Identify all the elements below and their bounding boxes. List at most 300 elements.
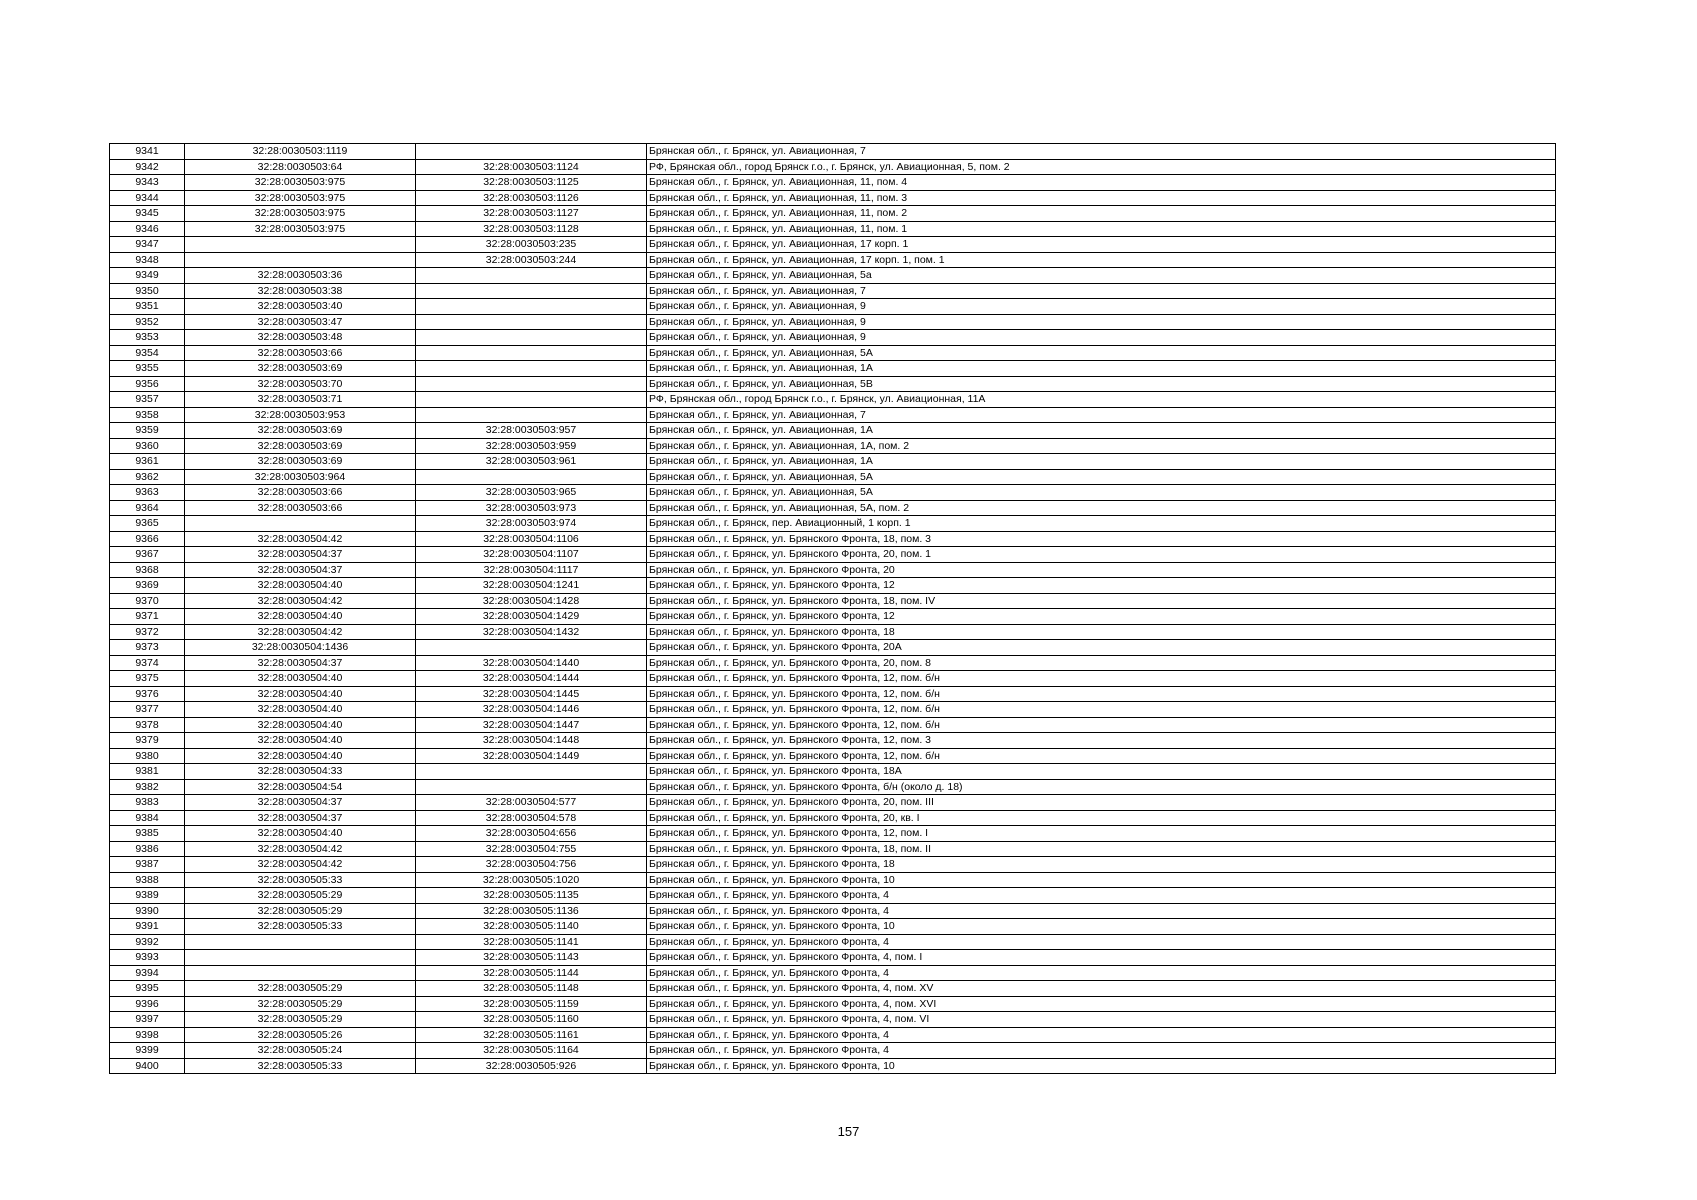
address-cell: Брянская обл., г. Брянск, ул. Брянского Фронта, 12, пом. I (647, 826, 1556, 842)
parent-cadastral-number-cell: 32:28:0030503:66 (185, 500, 416, 516)
table-row (110, 500, 1556, 516)
row-number-cell: 9382 (110, 779, 185, 795)
row-number-cell: 9383 (110, 795, 185, 811)
row-number-cell: 9346 (110, 221, 185, 237)
row-number-cell: 9376 (110, 686, 185, 702)
table-row (110, 330, 1556, 346)
row-number-cell: 9368 (110, 562, 185, 578)
cadastral-number-cell: 32:28:0030505:1159 (416, 996, 647, 1012)
address-cell: Брянская обл., г. Брянск, ул. Брянского Фронта, 4 (647, 888, 1556, 904)
cadastral-number-cell (416, 345, 647, 361)
row-number-cell: 9345 (110, 206, 185, 222)
cadastral-number-cell (416, 299, 647, 315)
address-cell: Брянская обл., г. Брянск, ул. Авиационная, 5а (647, 268, 1556, 284)
table-row (110, 748, 1556, 764)
parent-cadastral-number-cell: 32:28:0030504:37 (185, 795, 416, 811)
row-number-cell: 9400 (110, 1058, 185, 1074)
cadastral-number-cell: 32:28:0030503:244 (416, 252, 647, 268)
parent-cadastral-number-cell: 32:28:0030504:42 (185, 624, 416, 640)
row-number-cell: 9366 (110, 531, 185, 547)
cadastral-number-cell: 32:28:0030504:1448 (416, 733, 647, 749)
cadastral-number-cell (416, 779, 647, 795)
row-number-cell: 9380 (110, 748, 185, 764)
cadastral-number-cell: 32:28:0030504:1429 (416, 609, 647, 625)
table-row (110, 609, 1556, 625)
address-cell: Брянская обл., г. Брянск, ул. Брянского Фронта, 4, пом. XVI (647, 996, 1556, 1012)
row-number-cell: 9390 (110, 903, 185, 919)
table-row (110, 702, 1556, 718)
row-number-cell: 9359 (110, 423, 185, 439)
row-number-cell: 9363 (110, 485, 185, 501)
table-row (110, 469, 1556, 485)
table-row (110, 1027, 1556, 1043)
parent-cadastral-number-cell: 32:28:0030503:975 (185, 175, 416, 191)
row-number-cell: 9355 (110, 361, 185, 377)
table-row (110, 190, 1556, 206)
address-cell: Брянская обл., г. Брянск, пер. Авиационный, 1 корп. 1 (647, 516, 1556, 532)
row-number-cell: 9367 (110, 547, 185, 563)
cadastral-number-cell: 32:28:0030505:1144 (416, 965, 647, 981)
table-row (110, 314, 1556, 330)
row-number-cell: 9398 (110, 1027, 185, 1043)
row-number-cell: 9361 (110, 454, 185, 470)
parent-cadastral-number-cell: 32:28:0030503:40 (185, 299, 416, 315)
row-number-cell: 9369 (110, 578, 185, 594)
row-number-cell: 9375 (110, 671, 185, 687)
row-number-cell: 9391 (110, 919, 185, 935)
cadastral-number-cell: 32:28:0030504:1446 (416, 702, 647, 718)
address-cell: Брянская обл., г. Брянск, ул. Брянского Фронта, 12, пом. б/н (647, 686, 1556, 702)
row-number-cell: 9362 (110, 469, 185, 485)
row-number-cell: 9371 (110, 609, 185, 625)
parent-cadastral-number-cell: 32:28:0030504:40 (185, 748, 416, 764)
cadastral-number-cell: 32:28:0030505:1135 (416, 888, 647, 904)
table-row (110, 392, 1556, 408)
address-cell: РФ, Брянская обл., город Брянск г.о., г. Брянск, ул. Авиационная, 11А (647, 392, 1556, 408)
row-number-cell: 9389 (110, 888, 185, 904)
cadastral-number-cell: 32:28:0030505:1020 (416, 872, 647, 888)
parent-cadastral-number-cell: 32:28:0030505:29 (185, 996, 416, 1012)
row-number-cell: 9364 (110, 500, 185, 516)
row-number-cell: 9378 (110, 717, 185, 733)
cadastral-number-cell: 32:28:0030503:1125 (416, 175, 647, 191)
cadastral-number-cell: 32:28:0030505:1161 (416, 1027, 647, 1043)
row-number-cell: 9351 (110, 299, 185, 315)
address-cell: Брянская обл., г. Брянск, ул. Брянского Фронта, 18, пом. II (647, 841, 1556, 857)
row-number-cell: 9384 (110, 810, 185, 826)
parent-cadastral-number-cell (185, 934, 416, 950)
row-number-cell: 9365 (110, 516, 185, 532)
cadastral-number-cell (416, 640, 647, 656)
table-row (110, 283, 1556, 299)
table-row (110, 454, 1556, 470)
parent-cadastral-number-cell: 32:28:0030504:40 (185, 717, 416, 733)
parent-cadastral-number-cell: 32:28:0030504:42 (185, 593, 416, 609)
table-row (110, 624, 1556, 640)
parent-cadastral-number-cell: 32:28:0030504:54 (185, 779, 416, 795)
cadastral-number-cell (416, 330, 647, 346)
row-number-cell: 9348 (110, 252, 185, 268)
parent-cadastral-number-cell: 32:28:0030503:964 (185, 469, 416, 485)
row-number-cell: 9342 (110, 159, 185, 175)
table-row (110, 423, 1556, 439)
table-row (110, 175, 1556, 191)
cadastral-number-cell: 32:28:0030505:926 (416, 1058, 647, 1074)
parent-cadastral-number-cell: 32:28:0030504:37 (185, 562, 416, 578)
table-row (110, 485, 1556, 501)
address-cell: Брянская обл., г. Брянск, ул. Авиационная, 1А (647, 361, 1556, 377)
row-number-cell: 9356 (110, 376, 185, 392)
table-row (110, 1012, 1556, 1028)
cadastral-number-cell: 32:28:0030504:1432 (416, 624, 647, 640)
parent-cadastral-number-cell: 32:28:0030503:71 (185, 392, 416, 408)
parent-cadastral-number-cell: 32:28:0030503:69 (185, 423, 416, 439)
address-cell: Брянская обл., г. Брянск, ул. Брянского Фронта, 12, пом. б/н (647, 748, 1556, 764)
address-cell: Брянская обл., г. Брянск, ул. Авиационная, 5А (647, 469, 1556, 485)
cadastral-number-cell: 32:28:0030503:965 (416, 485, 647, 501)
parent-cadastral-number-cell: 32:28:0030503:66 (185, 345, 416, 361)
table-row (110, 888, 1556, 904)
cadastral-number-cell (416, 376, 647, 392)
table-row (110, 764, 1556, 780)
row-number-cell: 9385 (110, 826, 185, 842)
parent-cadastral-number-cell: 32:28:0030504:37 (185, 655, 416, 671)
registry-table-body (110, 144, 1556, 1074)
address-cell: Брянская обл., г. Брянск, ул. Авиационная, 11, пом. 3 (647, 190, 1556, 206)
address-cell: Брянская обл., г. Брянск, ул. Авиационная, 5А, пом. 2 (647, 500, 1556, 516)
address-cell: Брянская обл., г. Брянск, ул. Брянского Фронта, 4, пом. I (647, 950, 1556, 966)
parent-cadastral-number-cell: 32:28:0030504:42 (185, 841, 416, 857)
cadastral-number-cell: 32:28:0030504:1447 (416, 717, 647, 733)
cadastral-number-cell: 32:28:0030504:1428 (416, 593, 647, 609)
row-number-cell: 9393 (110, 950, 185, 966)
address-cell: Брянская обл., г. Брянск, ул. Брянского Фронта, б/н (около д. 18) (647, 779, 1556, 795)
cadastral-number-cell: 32:28:0030504:1449 (416, 748, 647, 764)
row-number-cell: 9386 (110, 841, 185, 857)
parent-cadastral-number-cell: 32:28:0030504:40 (185, 826, 416, 842)
parent-cadastral-number-cell: 32:28:0030503:66 (185, 485, 416, 501)
parent-cadastral-number-cell: 32:28:0030504:37 (185, 547, 416, 563)
address-cell: Брянская обл., г. Брянск, ул. Авиационная, 11, пом. 1 (647, 221, 1556, 237)
table-row (110, 1043, 1556, 1059)
cadastral-number-cell: 32:28:0030504:1445 (416, 686, 647, 702)
address-cell: Брянская обл., г. Брянск, ул. Брянского Фронта, 20А (647, 640, 1556, 656)
row-number-cell: 9344 (110, 190, 185, 206)
parent-cadastral-number-cell: 32:28:0030503:975 (185, 206, 416, 222)
cadastral-number-cell: 32:28:0030504:1106 (416, 531, 647, 547)
table-row (110, 872, 1556, 888)
row-number-cell: 9372 (110, 624, 185, 640)
parent-cadastral-number-cell (185, 965, 416, 981)
cadastral-number-cell: 32:28:0030504:1444 (416, 671, 647, 687)
address-cell: Брянская обл., г. Брянск, ул. Брянского Фронта, 4 (647, 903, 1556, 919)
row-number-cell: 9377 (110, 702, 185, 718)
row-number-cell: 9350 (110, 283, 185, 299)
address-cell: Брянская обл., г. Брянск, ул. Авиационная, 17 корп. 1, пом. 1 (647, 252, 1556, 268)
cadastral-number-cell (416, 361, 647, 377)
cadastral-number-cell: 32:28:0030503:1124 (416, 159, 647, 175)
cadastral-number-cell: 32:28:0030504:656 (416, 826, 647, 842)
parent-cadastral-number-cell: 32:28:0030505:33 (185, 872, 416, 888)
cadastral-number-cell: 32:28:0030503:959 (416, 438, 647, 454)
row-number-cell: 9374 (110, 655, 185, 671)
address-cell: Брянская обл., г. Брянск, ул. Авиационная, 5А (647, 485, 1556, 501)
parent-cadastral-number-cell: 32:28:0030505:29 (185, 903, 416, 919)
parent-cadastral-number-cell: 32:28:0030505:29 (185, 1012, 416, 1028)
address-cell: Брянская обл., г. Брянск, ул. Брянского Фронта, 18А (647, 764, 1556, 780)
table-row (110, 144, 1556, 160)
address-cell: Брянская обл., г. Брянск, ул. Брянского Фронта, 10 (647, 919, 1556, 935)
address-cell: Брянская обл., г. Брянск, ул. Брянского Фронта, 12, пом. б/н (647, 702, 1556, 718)
address-cell: Брянская обл., г. Брянск, ул. Брянского Фронта, 12, пом. б/н (647, 671, 1556, 687)
cadastral-number-cell: 32:28:0030503:961 (416, 454, 647, 470)
address-cell: Брянская обл., г. Брянск, ул. Авиационная, 17 корп. 1 (647, 237, 1556, 253)
parent-cadastral-number-cell: 32:28:0030505:29 (185, 981, 416, 997)
table-row (110, 206, 1556, 222)
table-row (110, 779, 1556, 795)
table-row (110, 268, 1556, 284)
parent-cadastral-number-cell: 32:28:0030504:1436 (185, 640, 416, 656)
cadastral-number-cell: 32:28:0030505:1160 (416, 1012, 647, 1028)
table-row (110, 826, 1556, 842)
table-row (110, 919, 1556, 935)
parent-cadastral-number-cell: 32:28:0030504:40 (185, 733, 416, 749)
address-cell: Брянская обл., г. Брянск, ул. Авиационная, 1А (647, 454, 1556, 470)
parent-cadastral-number-cell: 32:28:0030504:40 (185, 702, 416, 718)
cadastral-number-cell (416, 314, 647, 330)
table-row (110, 950, 1556, 966)
parent-cadastral-number-cell: 32:28:0030503:69 (185, 438, 416, 454)
cadastral-number-cell: 32:28:0030504:1107 (416, 547, 647, 563)
parent-cadastral-number-cell: 32:28:0030504:42 (185, 857, 416, 873)
parent-cadastral-number-cell: 32:28:0030504:37 (185, 810, 416, 826)
table-row (110, 221, 1556, 237)
table-row (110, 717, 1556, 733)
cadastral-number-cell: 32:28:0030505:1140 (416, 919, 647, 935)
cadastral-number-cell (416, 144, 647, 160)
cadastral-number-cell: 32:28:0030503:235 (416, 237, 647, 253)
parent-cadastral-number-cell: 32:28:0030503:48 (185, 330, 416, 346)
parent-cadastral-number-cell: 32:28:0030505:33 (185, 919, 416, 935)
row-number-cell: 9357 (110, 392, 185, 408)
table-row (110, 640, 1556, 656)
parent-cadastral-number-cell: 32:28:0030505:26 (185, 1027, 416, 1043)
table-row (110, 159, 1556, 175)
address-cell: Брянская обл., г. Брянск, ул. Авиационная, 7 (647, 144, 1556, 160)
parent-cadastral-number-cell: 32:28:0030505:33 (185, 1058, 416, 1074)
cadastral-number-cell: 32:28:0030504:1117 (416, 562, 647, 578)
parent-cadastral-number-cell: 32:28:0030503:975 (185, 190, 416, 206)
address-cell: Брянская обл., г. Брянск, ул. Авиационная, 5В (647, 376, 1556, 392)
table-row (110, 795, 1556, 811)
address-cell: Брянская обл., г. Брянск, ул. Брянского Фронта, 4 (647, 1043, 1556, 1059)
parent-cadastral-number-cell: 32:28:0030504:40 (185, 671, 416, 687)
cadastral-number-cell (416, 469, 647, 485)
parent-cadastral-number-cell: 32:28:0030504:40 (185, 578, 416, 594)
cadastral-number-cell: 32:28:0030505:1148 (416, 981, 647, 997)
parent-cadastral-number-cell: 32:28:0030503:975 (185, 221, 416, 237)
row-number-cell: 9394 (110, 965, 185, 981)
row-number-cell: 9370 (110, 593, 185, 609)
address-cell: Брянская обл., г. Брянск, ул. Авиационная, 9 (647, 299, 1556, 315)
parent-cadastral-number-cell: 32:28:0030503:64 (185, 159, 416, 175)
parent-cadastral-number-cell (185, 950, 416, 966)
table-row (110, 671, 1556, 687)
table-row (110, 857, 1556, 873)
row-number-cell: 9347 (110, 237, 185, 253)
cadastral-number-cell (416, 392, 647, 408)
parent-cadastral-number-cell: 32:28:0030505:24 (185, 1043, 416, 1059)
cadastral-number-cell: 32:28:0030503:974 (416, 516, 647, 532)
table-row (110, 655, 1556, 671)
row-number-cell: 9388 (110, 872, 185, 888)
table-row (110, 1058, 1556, 1074)
address-cell: Брянская обл., г. Брянск, ул. Брянского Фронта, 10 (647, 872, 1556, 888)
address-cell: Брянская обл., г. Брянск, ул. Брянского Фронта, 4, пом. VI (647, 1012, 1556, 1028)
address-cell: РФ, Брянская обл., город Брянск г.о., г. Брянск, ул. Авиационная, 5, пом. 2 (647, 159, 1556, 175)
cadastral-number-cell: 32:28:0030504:1241 (416, 578, 647, 594)
table-row (110, 237, 1556, 253)
row-number-cell: 9395 (110, 981, 185, 997)
address-cell: Брянская обл., г. Брянск, ул. Авиационная, 7 (647, 283, 1556, 299)
cadastral-number-cell (416, 407, 647, 423)
row-number-cell: 9352 (110, 314, 185, 330)
row-number-cell: 9349 (110, 268, 185, 284)
parent-cadastral-number-cell: 32:28:0030503:953 (185, 407, 416, 423)
parent-cadastral-number-cell (185, 252, 416, 268)
row-number-cell: 9358 (110, 407, 185, 423)
address-cell: Брянская обл., г. Брянск, ул. Брянского Фронта, 4 (647, 1027, 1556, 1043)
table-row (110, 996, 1556, 1012)
cadastral-number-cell: 32:28:0030503:957 (416, 423, 647, 439)
parent-cadastral-number-cell: 32:28:0030503:70 (185, 376, 416, 392)
row-number-cell: 9341 (110, 144, 185, 160)
address-cell: Брянская обл., г. Брянск, ул. Брянского Фронта, 20, кв. I (647, 810, 1556, 826)
cadastral-number-cell: 32:28:0030504:756 (416, 857, 647, 873)
cadastral-number-cell: 32:28:0030503:1128 (416, 221, 647, 237)
parent-cadastral-number-cell: 32:28:0030503:36 (185, 268, 416, 284)
row-number-cell: 9392 (110, 934, 185, 950)
table-row (110, 593, 1556, 609)
address-cell: Брянская обл., г. Брянск, ул. Брянского Фронта, 18, пом. IV (647, 593, 1556, 609)
cadastral-number-cell: 32:28:0030505:1136 (416, 903, 647, 919)
address-cell: Брянская обл., г. Брянск, ул. Брянского Фронта, 12 (647, 609, 1556, 625)
table-row (110, 376, 1556, 392)
table-row (110, 547, 1556, 563)
cadastral-number-cell (416, 764, 647, 780)
table-row (110, 361, 1556, 377)
address-cell: Брянская обл., г. Брянск, ул. Брянского Фронта, 18, пом. 3 (647, 531, 1556, 547)
cadastral-number-cell: 32:28:0030503:1126 (416, 190, 647, 206)
parent-cadastral-number-cell (185, 516, 416, 532)
table-row (110, 903, 1556, 919)
cadastral-number-cell: 32:28:0030504:1440 (416, 655, 647, 671)
address-cell: Брянская обл., г. Брянск, ул. Авиационная, 11, пом. 4 (647, 175, 1556, 191)
table-row (110, 981, 1556, 997)
address-cell: Брянская обл., г. Брянск, ул. Авиационная, 5А (647, 345, 1556, 361)
table-row (110, 578, 1556, 594)
table-row (110, 516, 1556, 532)
parent-cadastral-number-cell: 32:28:0030503:69 (185, 361, 416, 377)
address-cell: Брянская обл., г. Брянск, ул. Брянского Фронта, 20, пом. 1 (647, 547, 1556, 563)
cadastral-number-cell: 32:28:0030504:755 (416, 841, 647, 857)
table-row (110, 438, 1556, 454)
cadastral-number-cell: 32:28:0030505:1143 (416, 950, 647, 966)
row-number-cell: 9354 (110, 345, 185, 361)
table-row (110, 733, 1556, 749)
parent-cadastral-number-cell (185, 237, 416, 253)
address-cell: Брянская обл., г. Брянск, ул. Авиационная, 11, пом. 2 (647, 206, 1556, 222)
address-cell: Брянская обл., г. Брянск, ул. Брянского Фронта, 12, пом. 3 (647, 733, 1556, 749)
row-number-cell: 9387 (110, 857, 185, 873)
address-cell: Брянская обл., г. Брянск, ул. Авиационная, 1А (647, 423, 1556, 439)
table-row (110, 841, 1556, 857)
table-row (110, 934, 1556, 950)
row-number-cell: 9397 (110, 1012, 185, 1028)
row-number-cell: 9396 (110, 996, 185, 1012)
table-row (110, 299, 1556, 315)
table-row (110, 686, 1556, 702)
table-row (110, 345, 1556, 361)
row-number-cell: 9343 (110, 175, 185, 191)
address-cell: Брянская обл., г. Брянск, ул. Брянского Фронта, 18 (647, 857, 1556, 873)
cadastral-number-cell (416, 283, 647, 299)
row-number-cell: 9373 (110, 640, 185, 656)
address-cell: Брянская обл., г. Брянск, ул. Брянского Фронта, 20 (647, 562, 1556, 578)
address-cell: Брянская обл., г. Брянск, ул. Брянского Фронта, 4, пом. XV (647, 981, 1556, 997)
registry-table (109, 143, 1556, 1074)
address-cell: Брянская обл., г. Брянск, ул. Брянского Фронта, 4 (647, 934, 1556, 950)
parent-cadastral-number-cell: 32:28:0030505:29 (185, 888, 416, 904)
parent-cadastral-number-cell: 32:28:0030504:42 (185, 531, 416, 547)
address-cell: Брянская обл., г. Брянск, ул. Брянского Фронта, 20, пом. III (647, 795, 1556, 811)
address-cell: Брянская обл., г. Брянск, ул. Брянского Фронта, 12, пом. б/н (647, 717, 1556, 733)
cadastral-number-cell: 32:28:0030503:973 (416, 500, 647, 516)
address-cell: Брянская обл., г. Брянск, ул. Брянского Фронта, 18 (647, 624, 1556, 640)
parent-cadastral-number-cell: 32:28:0030504:40 (185, 686, 416, 702)
row-number-cell: 9379 (110, 733, 185, 749)
address-cell: Брянская обл., г. Брянск, ул. Брянского Фронта, 10 (647, 1058, 1556, 1074)
address-cell: Брянская обл., г. Брянск, ул. Авиационная, 9 (647, 314, 1556, 330)
cadastral-number-cell: 32:28:0030504:578 (416, 810, 647, 826)
address-cell: Брянская обл., г. Брянск, ул. Брянского Фронта, 4 (647, 965, 1556, 981)
parent-cadastral-number-cell: 32:28:0030504:40 (185, 609, 416, 625)
table-row (110, 531, 1556, 547)
cadastral-number-cell: 32:28:0030503:1127 (416, 206, 647, 222)
address-cell: Брянская обл., г. Брянск, ул. Авиационная, 7 (647, 407, 1556, 423)
parent-cadastral-number-cell: 32:28:0030503:38 (185, 283, 416, 299)
parent-cadastral-number-cell: 32:28:0030504:33 (185, 764, 416, 780)
address-cell: Брянская обл., г. Брянск, ул. Авиационная, 1А, пом. 2 (647, 438, 1556, 454)
cadastral-number-cell: 32:28:0030505:1164 (416, 1043, 647, 1059)
row-number-cell: 9360 (110, 438, 185, 454)
cadastral-number-cell (416, 268, 647, 284)
parent-cadastral-number-cell: 32:28:0030503:69 (185, 454, 416, 470)
table-row (110, 562, 1556, 578)
table-row (110, 810, 1556, 826)
cadastral-number-cell: 32:28:0030505:1141 (416, 934, 647, 950)
row-number-cell: 9399 (110, 1043, 185, 1059)
address-cell: Брянская обл., г. Брянск, ул. Авиационная, 9 (647, 330, 1556, 346)
table-row (110, 407, 1556, 423)
row-number-cell: 9353 (110, 330, 185, 346)
page-number: 157 (837, 1124, 860, 1139)
address-cell: Брянская обл., г. Брянск, ул. Брянского Фронта, 12 (647, 578, 1556, 594)
row-number-cell: 9381 (110, 764, 185, 780)
cadastral-number-cell: 32:28:0030504:577 (416, 795, 647, 811)
table-row (110, 252, 1556, 268)
parent-cadastral-number-cell: 32:28:0030503:47 (185, 314, 416, 330)
